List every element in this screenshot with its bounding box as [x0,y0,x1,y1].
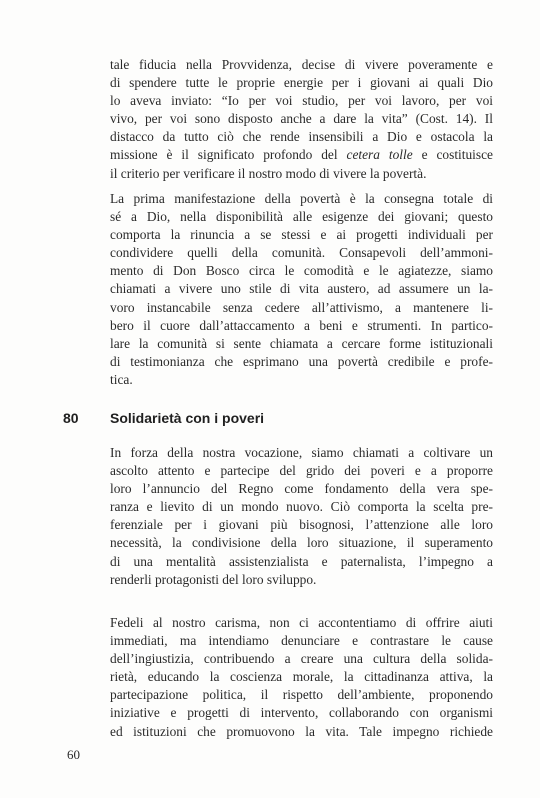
text-line: bero il cuore dall’attaccamento a beni e strumenti. In partico- [110,317,493,333]
text-line: iniziative e progetti di intervento, collaborando con organismi [110,705,493,721]
text-line: tale fiducia nella Provvidenza, decise di vivere poveramente e [110,57,493,72]
text-line-with-italic: missione è il significato profondo del cetera tolle e costituisce [110,147,493,163]
text-line: dell’ingiustizia, contribuendo a creare una cultura della solida- [110,651,493,667]
text-line: comporta la rinuncia a se stessi e ai progetti individuali per [110,227,493,243]
text-line: ranza e lievito di un mondo nuovo. Ciò comporta la scelta pre- [110,499,493,515]
text-line: immediati, ma intendiamo denunciare e contrastare le cause [110,633,493,649]
section-title: Solidarietà con i poveri [110,410,265,426]
text-line: necessità, la condivisione della loro situazione, il superamento [110,535,493,551]
text-line: sé a Dio, nella disponibilità alle esigenze dei giovani; questo [110,209,493,225]
text-line: partecipazione politica, il rispetto dell’ambiente, proponendo [110,687,493,703]
text-line: lo aveva inviato: “Io per voi studio, per voi lavoro, per voi [110,93,493,109]
text-line: di testimonianza che esprimano una povertà credibile e profe- [110,353,493,369]
text-line: ed istituzioni che promuovono la vita. Tale impegno richiede [110,723,493,739]
text-line: vivo, per voi sono disposto anche a dare la vita” (Cost. 14). Il [110,111,493,127]
paragraph-1 [110,56,493,183]
text-line: In forza della nostra vocazione, siamo chiamati a coltivare un [110,445,493,460]
section-number: 80 [63,410,79,426]
paragraph-4 [110,614,493,741]
paragraph-3 [110,444,493,589]
text-line: tica. [110,371,133,387]
text-line: Fedeli al nostro carisma, non ci accontentiamo di offrire aiuti [110,615,493,630]
paragraph-2 [110,190,493,389]
text-line: loro l’annuncio del Regno come fondamento della vera spe- [110,481,493,497]
text-line: voro instancabile senza cedere all’attivismo, a mantenere li- [110,299,493,315]
text-line: distacco da tutto ciò che rende insensibili a Dio e ostacola la [110,129,493,145]
text-line: mento di Don Bosco circa le comodità e le agiatezze, siamo [110,263,493,279]
text-line: lare la comunità si sente chiamata a cercare forme istituzionali [110,335,493,351]
text-line: di spendere tutte le proprie energie per i giovani ai quali Dio [110,75,493,91]
italic-phrase: cetera tolle [346,147,413,163]
text-line: il criterio per verificare il nostro modo di vivere la povertà. [110,165,427,181]
text-line: renderli protagonisti del loro sviluppo. [110,571,317,587]
text-line: La prima manifestazione della povertà è la consegna totale di [110,191,493,206]
text-line: ferenziale per i giovani più bisognosi, l’attenzione alle loro [110,517,493,533]
text-line: chiamati a vivere uno stile di vita austero, ad assumere un la- [110,281,493,297]
text-line: rietà, educando la coscienza morale, la cittadinanza attiva, la [110,669,493,685]
text-line: condividere quelli della comunità. Consapevoli dell’ammoni- [110,245,493,261]
page-number: 60 [67,747,80,762]
text-line: ascolto attento e partecipe del grido dei poveri e a proporre [110,463,493,479]
text-line: di una mentalità assistenzialista e paternalista, l’impegno a [110,553,493,569]
